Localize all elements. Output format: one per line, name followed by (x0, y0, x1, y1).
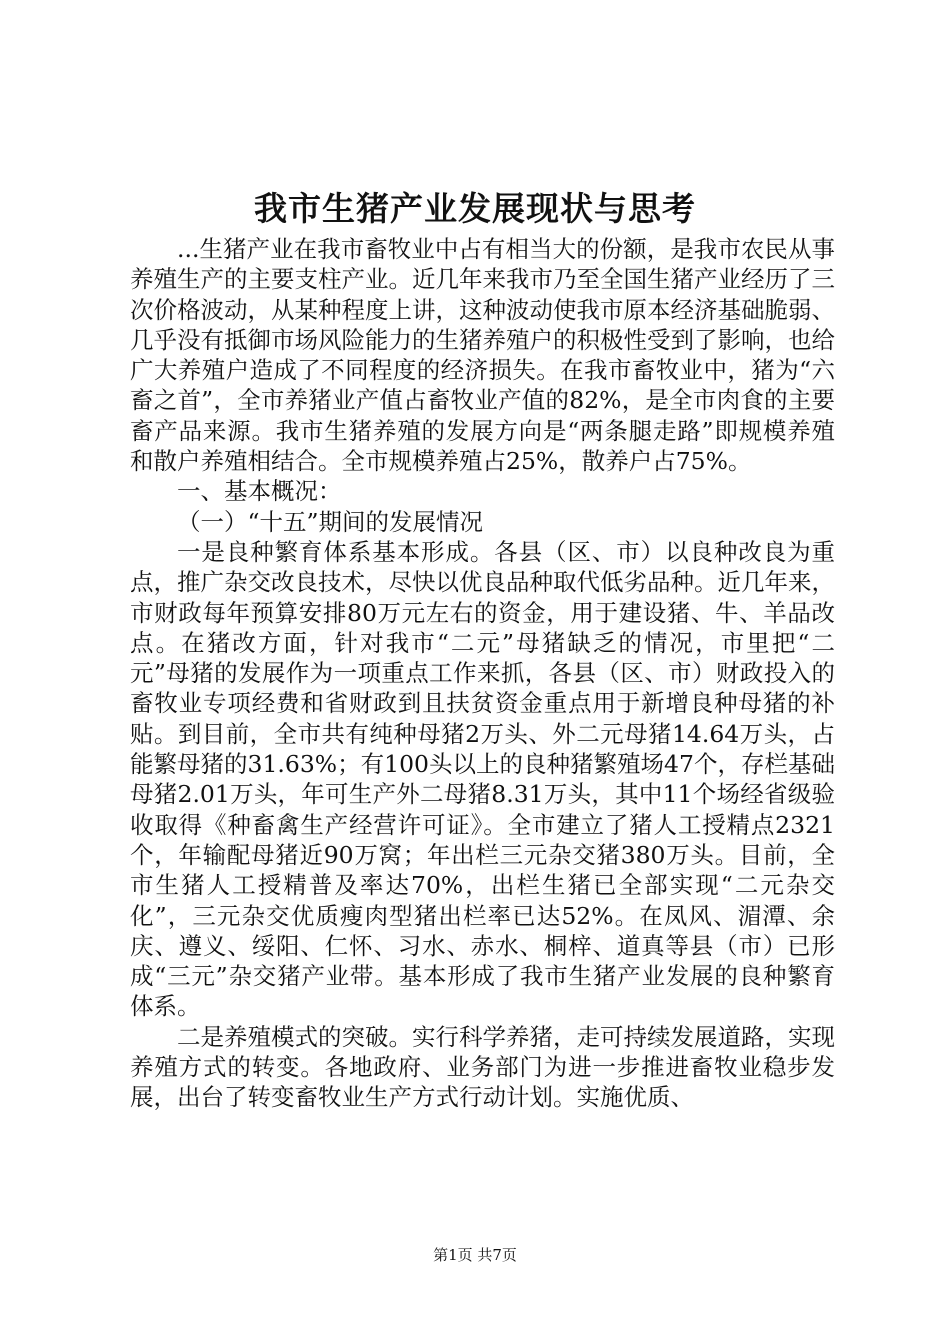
page-footer: 第1页 共7页 (433, 1246, 517, 1264)
document-body (130, 234, 835, 1113)
paragraph-breeding-system: 一是良种繁育体系基本形成。各县（区、市）以良种改良为重点，推广杂交改良技术，尽快以优良品种取代低劣品种。近几年来，市财政每年预算安排80万元左右的资金，用于建设猪、牛、羊品改点。在猪改方面，针对我市“二元”母猪缺乏的情况，市里把“二元”母猪的发展作为一项重点工作来抓，各县（区、市）财政投入的畜牧业专项经费和省财政到且扶贫资金重点用于新增良种母猪的补贴。到目前，全市共有纯种母猪2万头、外二元母猪14.64万头，占能繁母猪的31.63%；有100头以上的良种猪繁殖场47个，存栏基础母猪2.01万头，年可生产外二母猪8.31万头，其中11个场经省级验收取得《种畜禽生产经营许可证》。全市建立了猪人工授精点2321个，年输配母猪近90万窝；年出栏三元杂交猪380万头。目前，全市生猪人工授精普及率达70%，出栏生猪已全部实现“二元杂交化”，三元杂交优质瘦肉型猪出栏率已达52%。在凤风、湄潭、余庆、遵义、绥阳、仁怀、习水、赤水、桐梓、道真等县（市）已形成“三元”杂交猪产业带。基本形成了我市生猪产业发展的良种繁育体系。 (130, 537, 835, 1021)
subsection-heading-fifteenth-plan: （一）“十五”期间的发展情况 (177, 507, 484, 536)
intro-paragraph: ...生猪产业在我市畜牧业中占有相当大的份额，是我市农民从事养殖生产的主要支柱产业。近几年来我市乃至全国生猪产业经历了三次价格波动，从某种程度上讲，这种波动使我市原本经济基础脆弱、几乎没有抵御市场风险能力的生猪养殖户的积极性受到了影响，也给广大养殖户造成了不同程度的经济损失。在我市畜牧业中，猪为“六畜之首”，全市养猪业产值占畜牧业产值的82%，是全市肉食的主要畜产品来源。我市生猪养殖的发展方向是“两条腿走路”即规模养殖和散户养殖相结合。全市规模养殖占25%，散养户占75%。 (130, 235, 835, 476)
section-heading-basic-overview: 一、基本概况： (177, 477, 342, 506)
document-title: 我市生猪产业发展现状与思考 (254, 189, 696, 228)
paragraph-farming-mode: 二是养殖模式的突破。实行科学养猪，走可持续发展道路，实现养殖方式的转变。各地政府、业务部门为进一步推进畜牧业稳步发展，出台了转变畜牧业生产方式行动计划。实施优质、 (130, 1022, 835, 1112)
